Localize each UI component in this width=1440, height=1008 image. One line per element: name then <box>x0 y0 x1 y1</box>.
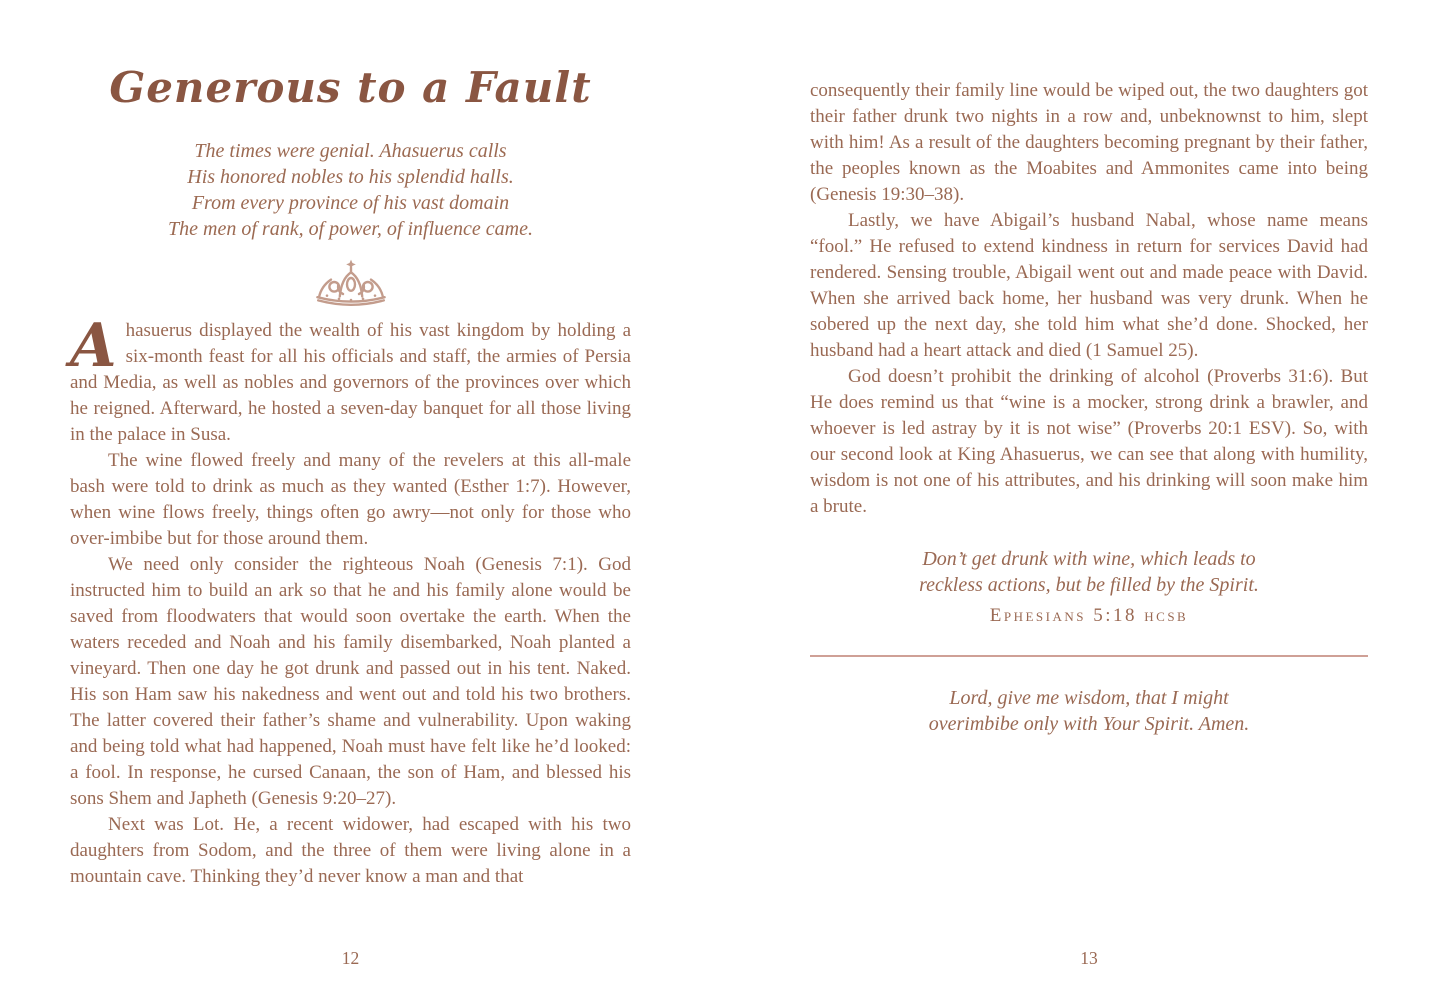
poem-line: From every province of his vast domain <box>191 192 510 215</box>
prayer-line: overimbibe only with Your Spirit. Amen. <box>928 713 1250 735</box>
paragraph: We need only consider the righteous Noah (Genesis 7:1). God instructed him to build an ark so that he and his family alone would be saved from floodwaters that would soon overtake the earth. When the waters receded and Noah and his family disembarked, Noah planted a vineyard. Then one day he got drunk and passed out in his tent. Naked. His son Ham saw his nakedness and went out and told his two brothers. The latter covered their father’s shame and vulnerability. Upon waking and being told what had happened, Noah must have felt like he’d looked: a fool. In response, he cursed Canaan, the son of Ham, and blessed his sons Shem and Japheth (Genesis 9:20–27). <box>70 554 631 810</box>
poem-line: The men of rank, of power, of influence came. <box>168 218 533 241</box>
prayer-line: Lord, give me wisdom, that I might <box>949 687 1229 709</box>
verse-line: Don’t get drunk with wine, which leads to <box>922 548 1256 570</box>
section-divider <box>810 655 1368 657</box>
chapter-title: Generous to a Fault <box>109 63 592 112</box>
epigraph-poem <box>70 138 631 242</box>
paragraph: God doesn’t prohibit the drinking of alcohol (Proverbs 31:6). But He does remind us that “wine is a mocker, strong drink a brawler, and whoever is led astray by it is not wise” (Proverbs 20:1 ESV). So, with our second look at King Ahasuerus, we can see that along with humility, wisdom is not one of his attributes, and his drinking will soon make him a brute. <box>810 366 1368 517</box>
left-page-body <box>70 311 631 890</box>
prayer <box>810 685 1368 737</box>
page-number-right: 13 <box>1080 948 1098 968</box>
paragraph: The wine flowed freely and many of the revelers at this all-male bash were told to drink as much as they wanted (Esther 1:7). However, when wine flows freely, things often go awry—not only for those who over-imbibe but for those around them. <box>70 450 631 550</box>
drop-cap: A <box>70 311 117 382</box>
poem-line: The times were genial. Ahasuerus calls <box>194 140 507 163</box>
poem-line: His honored nobles to his splendid halls. <box>187 166 514 189</box>
verse-line: reckless actions, but be filled by the Spirit. <box>919 574 1259 596</box>
page-right <box>810 0 1368 1008</box>
page-number-left: 12 <box>341 948 360 968</box>
paragraph: consequently their family line would be wiped out, the two daughters got their father drunk two nights in a row and, unbeknownst to him, slept with him! As a result of the daughters becoming pregnant by their father, the peoples known as the Moabites and Ammonites came into being (Genesis 19:30–38). <box>810 80 1368 205</box>
paragraph <box>70 311 631 448</box>
page-left <box>70 0 631 1008</box>
right-page-body <box>810 78 1368 520</box>
verse-reference: Ephesians 5:18 hcsb <box>989 605 1189 626</box>
paragraph-text: hasuerus displayed the wealth of his vast kingdom by holding a six-month feast for all his officials and staff, the armies of Persia and Media, as well as nobles and governors of the provinces over which he reigned. Afterward, he hosted a seven-day banquet for all those living in the palace in Susa. <box>70 320 631 446</box>
tiara-icon <box>70 258 631 306</box>
paragraph: Next was Lot. He, a recent widower, had escaped with his two daughters from Sodom, and the three of them were living alone in a mountain cave. Thinking they’d never know a man and that <box>70 814 631 888</box>
scripture-quote <box>810 546 1368 629</box>
paragraph: Lastly, we have Abigail’s husband Nabal, whose name means “fool.” He refused to extend kindness in return for services David had rendered. Sensing trouble, Abigail went out and made peace with David. When she arrived back home, her husband was very drunk. When he sobered up the next day, she told him what she’d done. Shocked, her husband had a heart attack and died (1 Samuel 25). <box>810 210 1368 361</box>
